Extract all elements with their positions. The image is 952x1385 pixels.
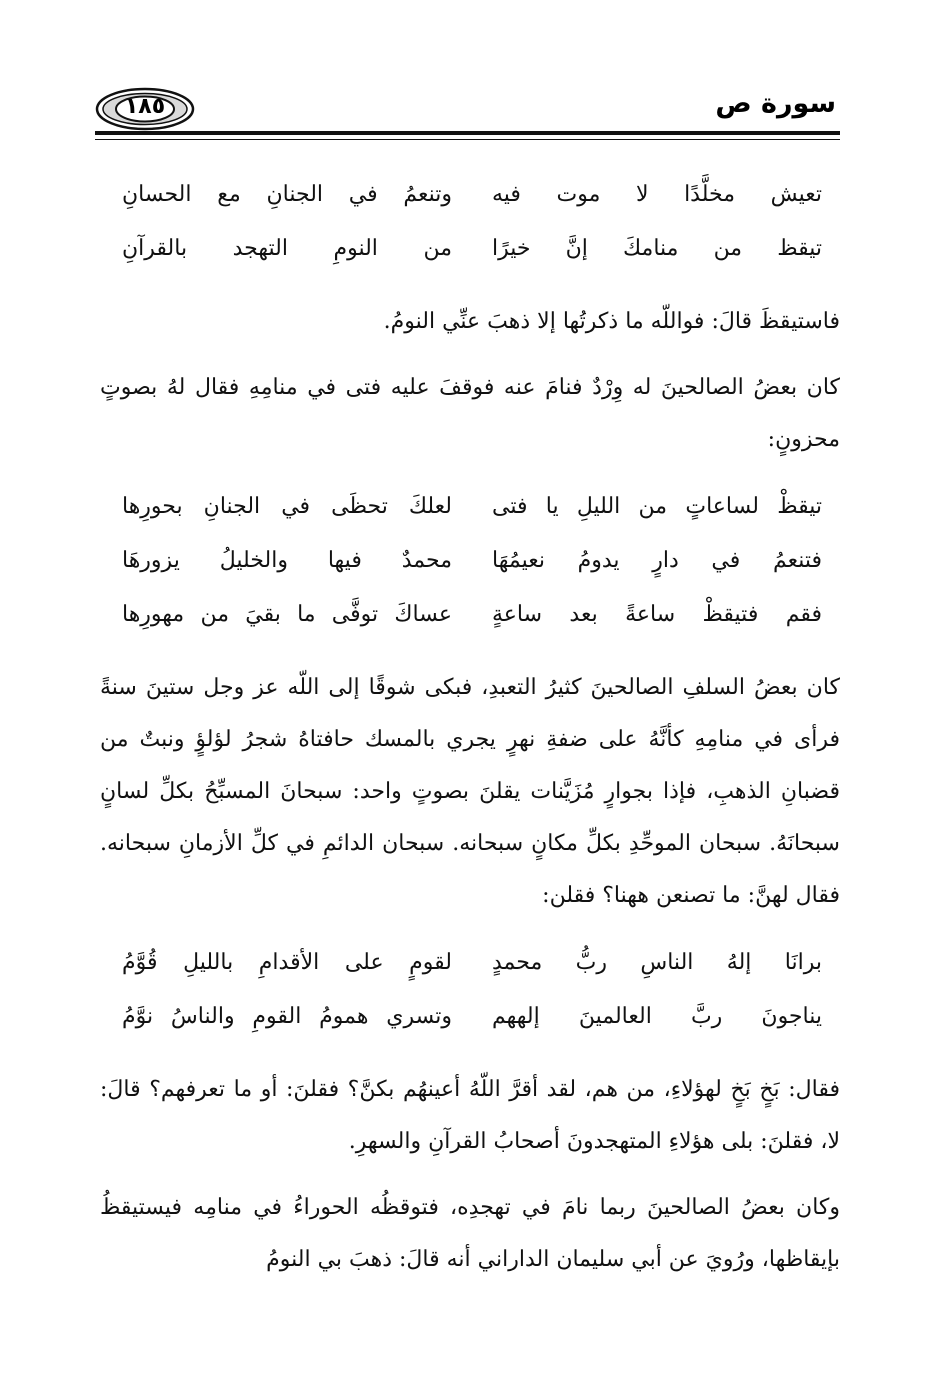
- page-body: [100, 168, 840, 1286]
- surah-title: سورة ص: [715, 88, 836, 119]
- poem-block: [122, 480, 822, 642]
- verse-second-hemistich: وتسري همومُ القومِ والناسُ نوَّمُ: [122, 1004, 452, 1029]
- verse-first-hemistich: تيقظْ لساعاتٍ من الليلِ يا فتى: [492, 494, 822, 519]
- page-number-badge: [95, 86, 195, 132]
- header-rule-thick: [95, 131, 840, 135]
- verse-second-hemistich: عساكَ توفَّى ما بقيَ من مهورِها: [122, 602, 452, 627]
- page-header: [95, 82, 840, 134]
- verse-first-hemistich: تعيش مخلَّدًا لا موت فيه: [492, 182, 822, 207]
- prose-paragraph: كان بعضُ الصالحينَ له وِرْدٌ فنامَ عنه فوقفَ عليه فتى في منامِهِ فقال لهُ بصوتٍ محزونٍ:: [100, 375, 840, 452]
- verse-first-hemistich: برانَا إلهُ الناسِ ربُّ محمدٍ: [492, 950, 822, 975]
- poem-verse: [122, 990, 822, 1044]
- poem-verse: [122, 480, 822, 534]
- poem-verse: [122, 534, 822, 588]
- verse-second-hemistich: من النومِ التهجد بالقرآنِ: [122, 236, 452, 261]
- verse-second-hemistich: لعلكَ تحظَى في الجنانِ بحورِها: [122, 494, 452, 519]
- verse-first-hemistich: فتنعمُ في دارٍ يدومُ نعيمُهَا: [492, 548, 822, 573]
- poem-block: [122, 168, 822, 276]
- poem-block: [122, 936, 822, 1044]
- verse-first-hemistich: تيقظ من منامكَ إنَّ خيرًا: [492, 236, 822, 261]
- poem-verse: [122, 936, 822, 990]
- header-rule-thin: [95, 139, 840, 140]
- prose-paragraph: كان بعضُ السلفِ الصالحينَ كثيرُ التعبدِ، فبكى شوقًا إلى اللّه عز وجل ستينَ سنةً فرأى في منامِهِ كأنَّهُ على ضفةِ نهرٍ يجري بالمسك حافتاهُ شجرُ لؤلؤٍ ونبتٌ من قضبانِ الذهبِ، فإذا بجوارٍ مُزَيَّنات يقلنَ بصوتٍ واحد: سبحانَ المسبِّحُ بكلِّ لسانٍ سبحانَهُ. سبحان الموحِّدِ بكلِّ مكانٍ سبحانه. سبحان الدائمِ في كلِّ الأزمانِ سبحانه. فقال لهنَّ: ما تصنعن ههنا؟ فقلن:: [100, 675, 840, 908]
- poem-verse: [122, 168, 822, 222]
- verse-second-hemistich: محمدٌ فيها والخليلُ يزورهَا: [122, 548, 452, 573]
- verse-first-hemistich: يناجونَ ربَّ العالمينَ إلههم: [492, 1004, 822, 1029]
- verse-second-hemistich: لقومٍ على الأقدامِ بالليلِ قُوَّمُ: [122, 950, 452, 975]
- verse-second-hemistich: وتنعمُ في الجنانِ مع الحسانِ: [122, 182, 452, 207]
- prose-paragraph: وكان بعضُ الصالحينَ ربما نامَ في تهجدِه، فتوقظُه الحوراءُ في منامِه فيستيقظُ بإيقاظها، ورُويَ عن أبي سليمان الداراني أنه قالَ: ذهبَ بي النومُ: [100, 1195, 840, 1272]
- poem-verse: [122, 222, 822, 276]
- prose-paragraph: فاستيقظَ قالَ: فواللّه ما ذكرتُها إلا ذهبَ عنِّي النومُ.: [383, 309, 840, 334]
- prose-paragraph: فقال: بَخٍ بَخٍ لهؤلاءِ، من هم، لقد أقرَّ اللّهُ أعينهُم بكنَّ؟ فقلنَ: أو ما تعرفهم؟ قالَ: لا، فقلنَ: بلى هؤلاءِ المتهجدونَ أصحابُ القرآنِ والسهرِ.: [100, 1077, 840, 1154]
- page-number: ١٨٥: [124, 94, 166, 119]
- poem-verse: [122, 588, 822, 642]
- verse-first-hemistich: فقم فتيقظْ ساعةً بعد ساعةٍ: [492, 602, 822, 627]
